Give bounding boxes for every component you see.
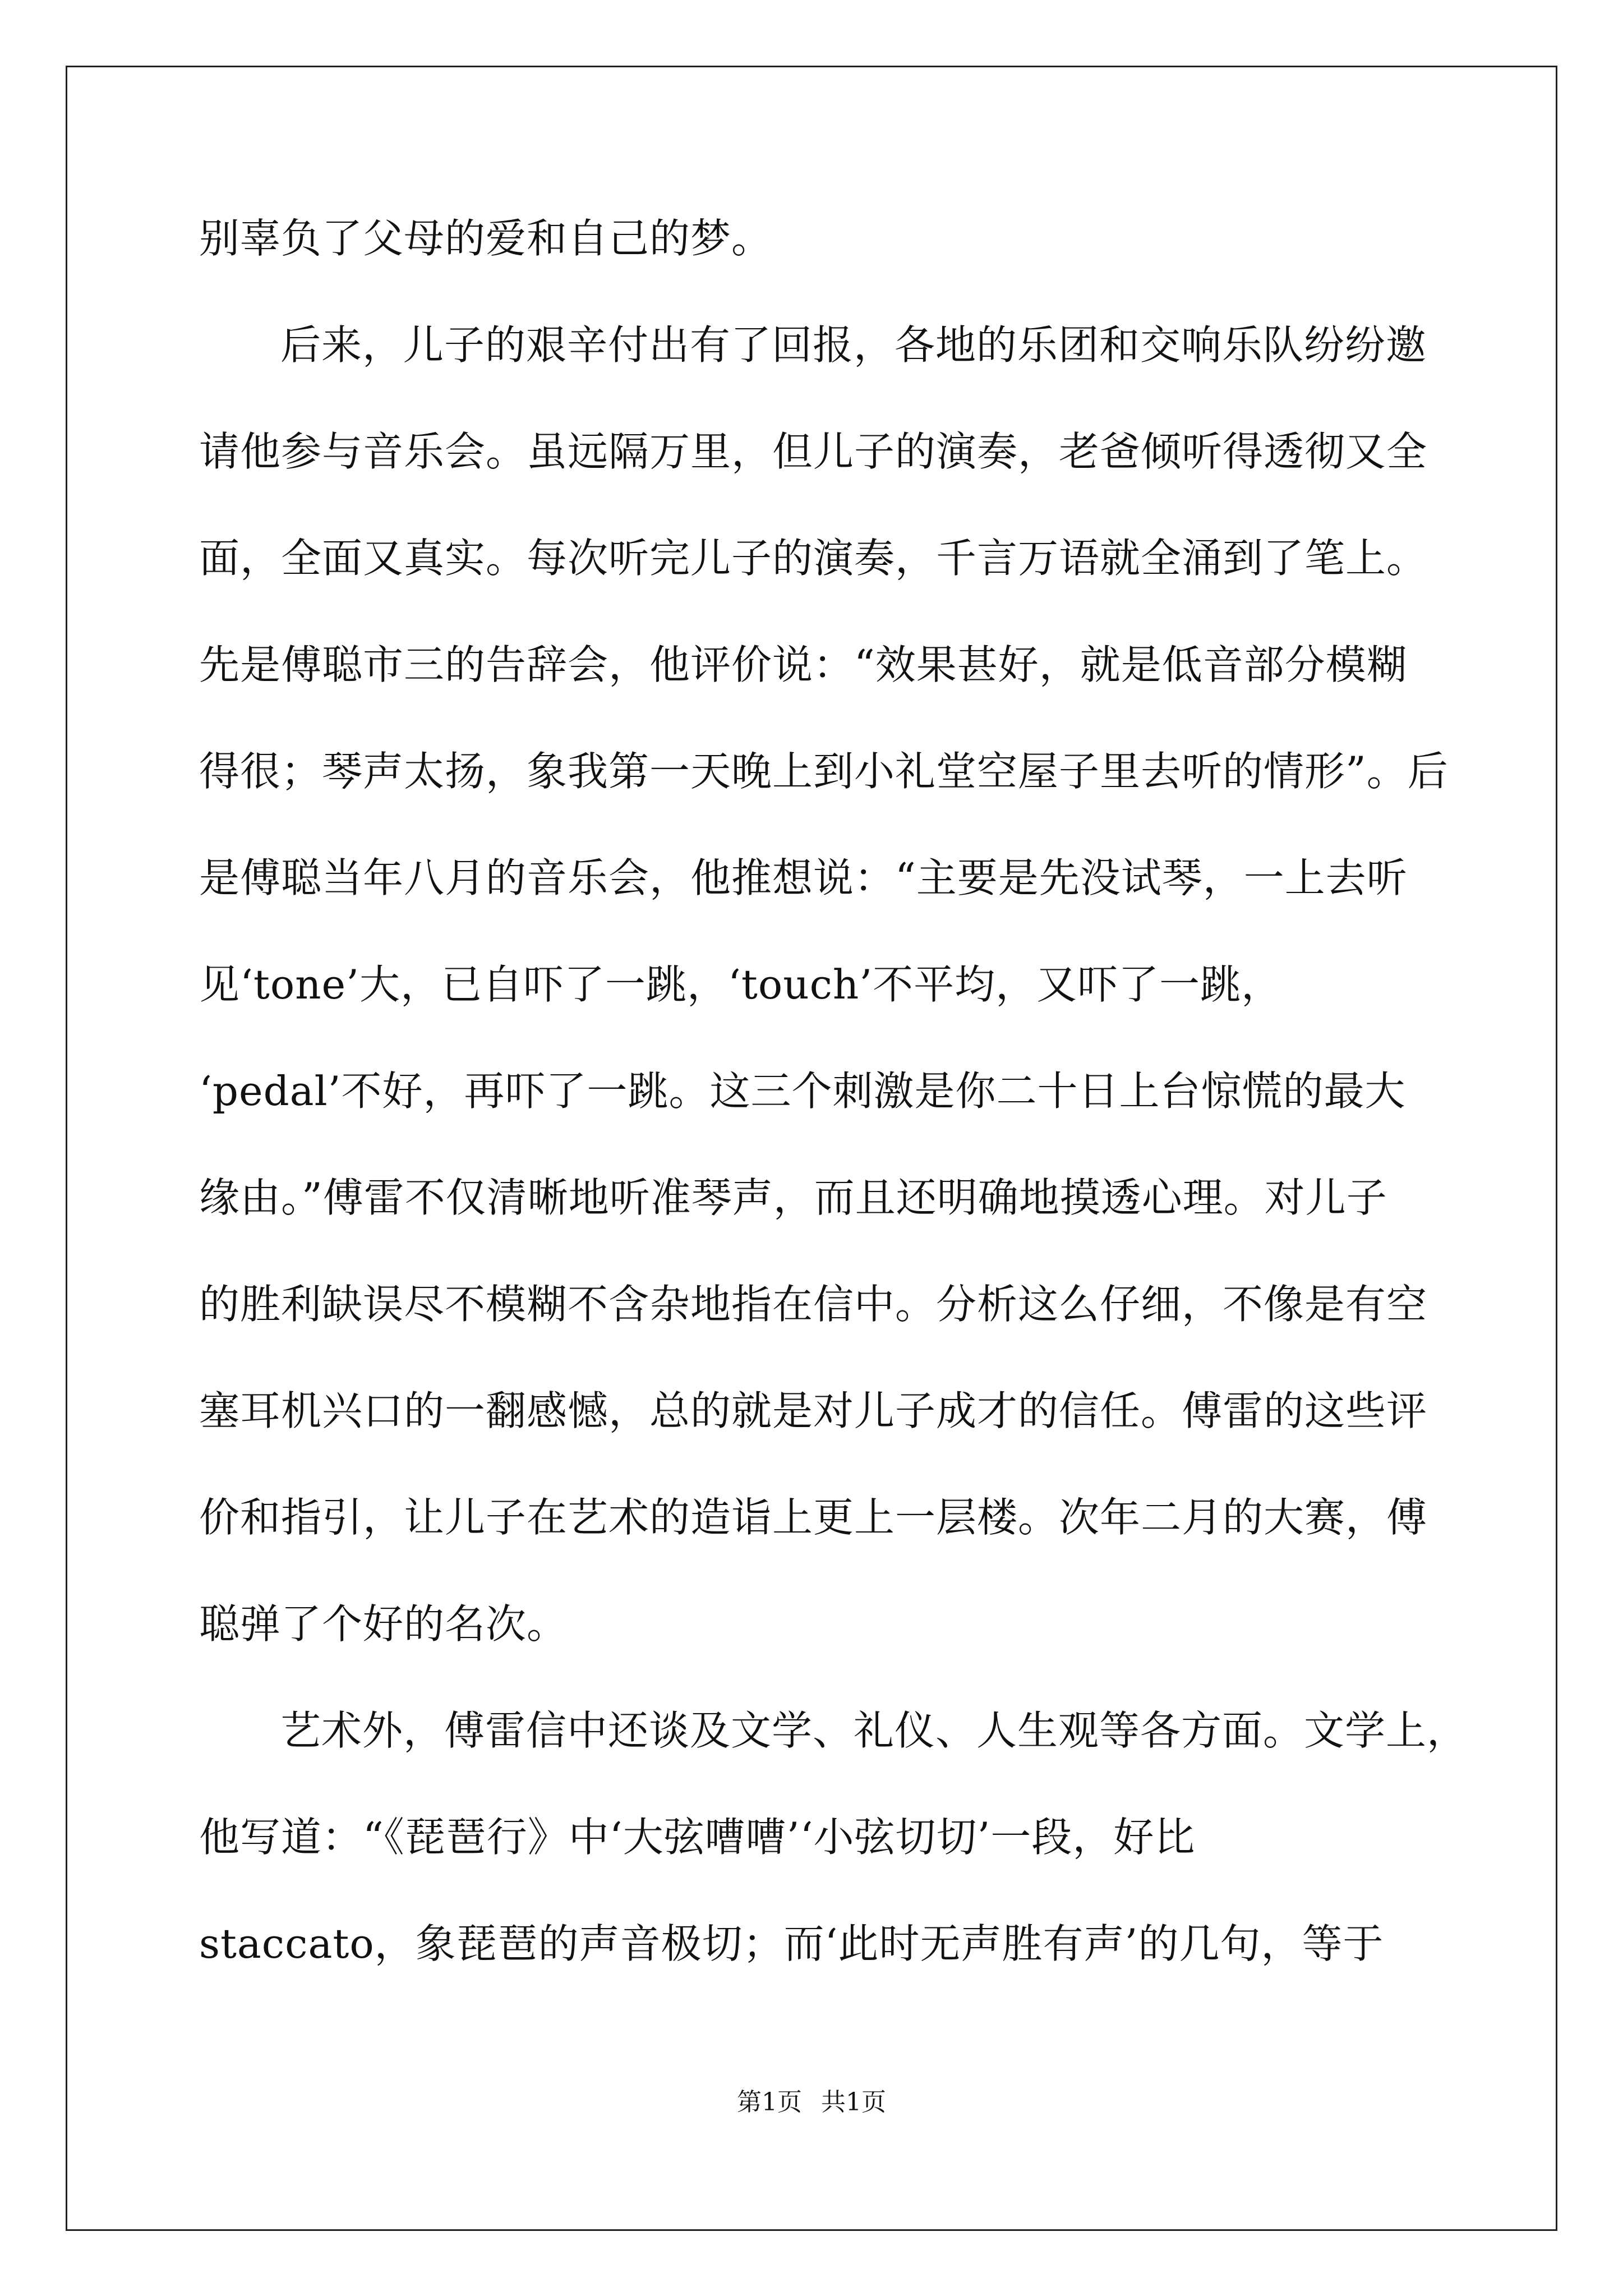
paragraph-start-line: 艺术外，傅雷信中还谈及文学、礼仪、人生观等各方面。文学上，: [280, 1707, 1468, 1754]
text-line: 先是傅聪市三的告辞会，他评价说：“效果甚好，就是低音部分模糊: [199, 641, 1408, 688]
paragraph-start-line: 后来，儿子的艰辛付出有了回报，各地的乐团和交响乐队纷纷邀: [280, 321, 1427, 369]
text-line: 他写道：“《琵琶行》中‘大弦嘈嘈’‘小弦切切’一段，好比: [199, 1814, 1196, 1861]
page-number: 第1页: [737, 2088, 802, 2116]
page-border: [66, 66, 1557, 2231]
text-line: 得很；琴声太扬，象我第一天晚上到小礼堂空屋子里去听的情形”。后: [199, 748, 1449, 795]
text-line: 价和指引，让儿子在艺术的造诣上更上一层楼。次年二月的大赛，傅: [199, 1494, 1428, 1541]
text-line: 缘由。”傅雷不仅清晰地听准琴声，而且还明确地摸透心理。对儿子: [199, 1174, 1387, 1221]
text-line: 是傅聪当年八月的音乐会，他推想说：“主要是先没试琴，一上去听: [199, 854, 1408, 901]
page-total: 共1页: [821, 2088, 886, 2116]
text-line: 塞耳机兴口的一翻感憾，总的就是对儿子成才的信任。傅雷的这些评: [199, 1387, 1428, 1434]
text-line: 面，全面又真实。每次听完儿子的演奏，千言万语就全涌到了笔上。: [199, 535, 1428, 582]
page-footer: [0, 2086, 1623, 2119]
text-line: 的胜利缺误尽不模糊不含杂地指在信中。分析这么仔细，不像是有空: [199, 1281, 1428, 1328]
text-line: 见‘tone’大，已自吓了一跳，‘touch’不平均，又吓了一跳，: [199, 961, 1283, 1008]
text-line: staccato，象琵琶的声音极切；而‘此时无声胜有声’的几句，等于: [199, 1920, 1384, 1967]
text-line: 别辜负了父母的爱和自己的梦。: [199, 215, 773, 262]
text-line: 聪弹了个好的名次。: [199, 1600, 568, 1648]
text-line: 请他参与音乐会。虽远隔万里，但儿子的演奏，老爸倾听得透彻又全: [199, 428, 1428, 475]
text-line: ‘pedal’不好，再吓了一跳。这三个刺激是你二十日上台惊慌的最大: [199, 1068, 1406, 1115]
